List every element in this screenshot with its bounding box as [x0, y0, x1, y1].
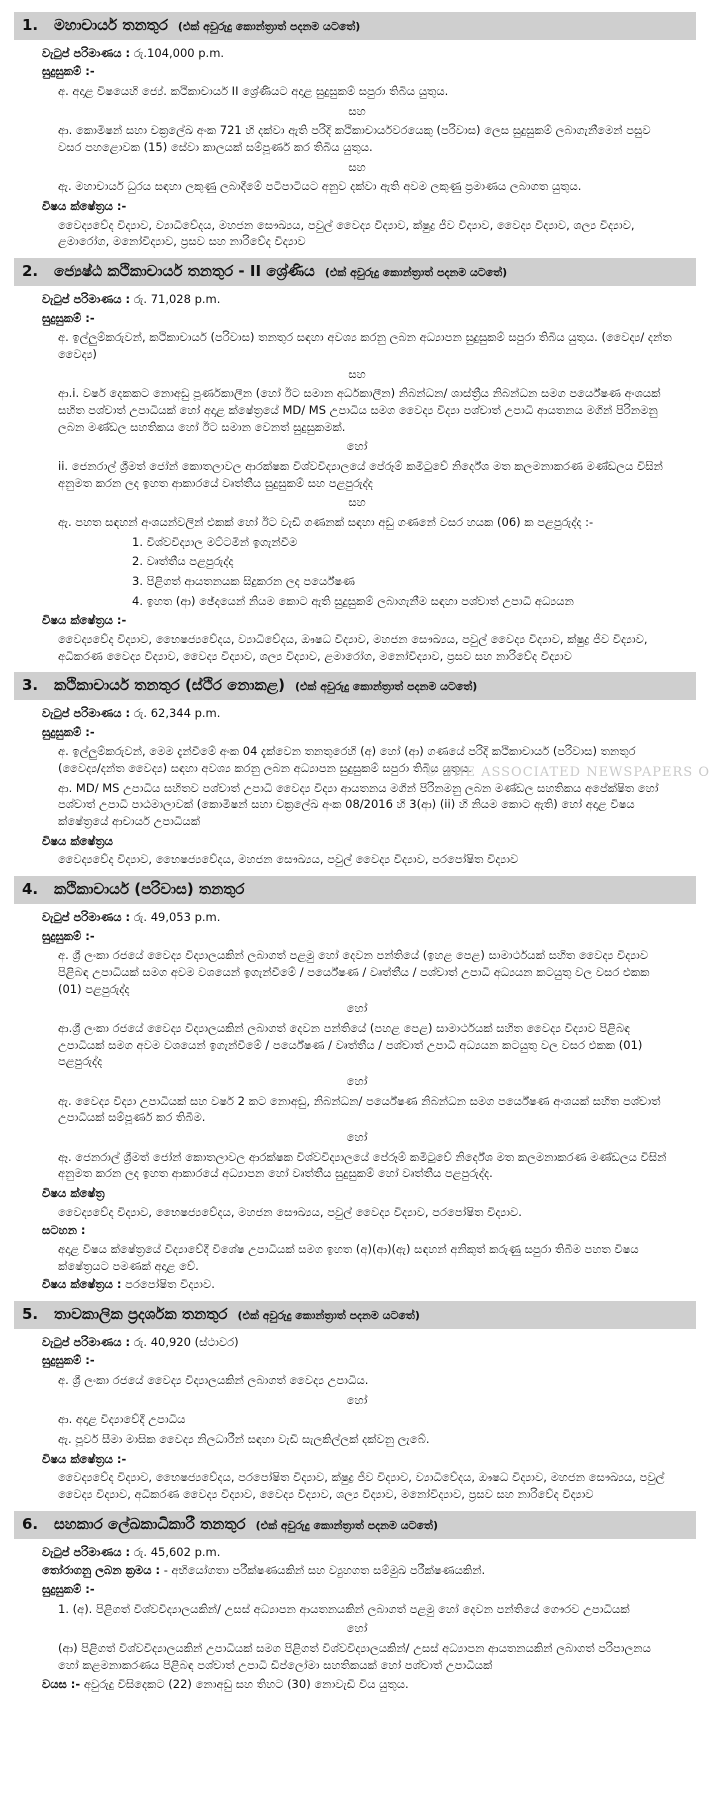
separator-or: හෝ — [346, 1621, 368, 1636]
selection-method-label: තෝරාගනු ලබන ක්‍රමය : — [42, 1563, 161, 1578]
post-professor — [14, 12, 696, 250]
salary-value: රු. 71,028 p.m. — [133, 291, 221, 306]
field-text: පරපෝෂිත විද්‍යාව. — [125, 1277, 215, 1292]
field-label: විෂය ක්ෂේත්‍රය :- — [42, 199, 127, 214]
salary-label: වැටුප් පරිමාණය : — [42, 1544, 131, 1559]
post-number: 6. — [22, 1514, 39, 1533]
post-title: තාවකාලික ප්‍රදර්ශක තනතුර — [54, 1304, 228, 1323]
list-item: 3. පිළිගත් ආයතනයක සිදුකරන ලද පර්යේෂණ — [132, 573, 355, 588]
qualification-a: අ. ඉල්ලුම්කරුවන්, කථිකාචාර්ය (පරිවාස) තනතුර සඳහා අවශ්‍ය කරනු ලබන අධ්‍යාපන සුදුසුකම් සපුරා තිබිය යුතුය. (වෛද්‍ය/ දන්ත වෛද්‍ය) — [58, 330, 672, 361]
contract-note: (එක් අවුරුදු කොන්ත්‍රාත් පදනම යටතේ) — [294, 680, 478, 694]
qualification-c: ඇ. මහාචාර්ය ධුරය සඳහා ලකුණු ලබාදීමේ පටිපාටියට අනුව දක්වා ඇති අවම ලකුණු ප්‍රමාණය ලබාගත යුතුය. — [58, 179, 582, 194]
separator-or: හෝ — [346, 439, 368, 454]
salary-value: රු. 45,602 p.m. — [133, 1544, 221, 1559]
post-header — [14, 258, 696, 286]
salary-label: වැටුප් පරිමාණය : — [42, 291, 131, 306]
separator-and: සහ — [348, 159, 366, 174]
qualification-a: අ. ශ්‍රී ලංකා රජයේ වෛද්‍ය විද්‍යාලයකින් ලබාගත් වෛද්‍ය උපාධිය. — [58, 1373, 369, 1388]
qualification-b: (ආ) පිළිගත් විශ්වවිද්‍යාලයකින් උපාධියක් සමග පිළිගත් විශ්වවිද්‍යාලයකින්/ උසස් අධ්‍යාපන ආයතනයකින් ලබාගත් පරිපාලනය හෝ කළමනාකරණය පිළිබඳ පශ්චාත් උපාධි ඩිප්ලෝමා සහතිකයක් හෝ පශ්චාත් උපාධියක් — [58, 1640, 651, 1672]
field-text: වෛද්‍යවේද විද්‍යාව, භෛෂජ්‍යවේදය, ව්‍යාධිවේදය, ඖෂධ විද්‍යාව, මහජන සෞඛ්‍යය, පවුල් වෛද්‍ය විද්‍යාව, ක්ෂුද්‍ර ජීව විද්‍යාව, අධිකරණ වෛද්‍ය විද්‍යාව, වෛද්‍ය විද්‍යාව, ශල්‍ය විද්‍යාව, ළමාරෝග, මනෝවිද්‍යාව, ප්‍රසව සහ නාරිවේද විද්‍යාව — [58, 631, 648, 663]
age-text: අවුරුදු විසිදෙකට (22) නොඅඩු සහ තිහට (30) නොවැඩි විය යුතුය. — [83, 1677, 409, 1692]
field-label: විෂය ක්ෂේත්‍රය :- — [42, 1451, 127, 1466]
field-text: වෛද්‍යවේද විද්‍යාව, භෛෂජ්‍යවේදය, මහජන සෞඛ්‍යය, පවුල් වෛද්‍ය විද්‍යාව, පරපෝෂිත විද්‍යාව. — [58, 1204, 522, 1219]
post-header — [14, 1301, 696, 1329]
salary-value: රු. 49,053 p.m. — [133, 909, 221, 924]
qualification-b: ආ.ශ්‍රී ලංකා රජයේ වෛද්‍ය විද්‍යාලයකින් ලබාගත් දෙවන පන්තියේ (පහළ පෙළ) සාමාර්ථයක් සහිත වෛද්‍ය විද්‍යාව පිළිබඳ උපාධියක් සමග අවම වශයෙන් ඉගැන්වීමේ / පර්යේෂණ / වෘත්තීය / පශ්චාත් උපාධි අධ්‍යයන කටයුතු වල වසර එකක (01) පළපුරුද්ද — [58, 1020, 643, 1069]
qualification-c: ඇ. පහත සඳහන් අංශයන්වලින් එකක් හෝ ඊට වැඩි ගණනක් සඳහා අඩු ගණනේ වසර හයක (06) ක පළපුරුද්ද :- — [58, 514, 594, 529]
qualification-b: ආ. කොමිෂන් සහා චක්‍රලේඛ අංක 721 හි දක්වා ඇති පරිදි කථිකාචාර්යවරයෙකු (පරිවාස) ලෙස සුදුසුකම් ලබාගැනීමෙන් පසුව වසර පහළොවක (15) සේවා කාලයක් සම්පූර්ණ කර තිබිය යුතුය. — [58, 123, 651, 155]
qualifications-label: සුදුසුකම් :- — [42, 310, 95, 325]
separator-or: හෝ — [346, 1392, 368, 1407]
list-item: 2. වෘත්තීය පළපුරුද්ද — [132, 554, 234, 569]
list-item: 1. විශ්වවිද්‍යාල මට්ටමින් ඉගැන්වීම — [132, 534, 298, 549]
contract-note: (එක් අවුරුදු කොන්ත්‍රාත් පදනම යටතේ) — [255, 1518, 438, 1532]
post-senior-lecturer — [14, 258, 696, 664]
post-number: 4. — [22, 880, 39, 899]
age-label: වයස :- — [42, 1677, 81, 1692]
post-number: 2. — [22, 262, 39, 281]
salary-value: රු.104,000 p.m. — [133, 45, 225, 60]
post-number: 5. — [22, 1304, 39, 1323]
contract-note: (එක් අවුරුදු කොන්ත්‍රාත් පදනම යටතේ) — [237, 1308, 420, 1322]
separator-and: සහ — [348, 103, 366, 118]
field-text: වෛද්‍යවේද විද්‍යාව, භෛෂජ්‍යවේදය, පරපෝෂිත විද්‍යාව, ක්ෂුද්‍ර ජීව විද්‍යාව, ව්‍යාධිවේදය, ඖෂධ විද්‍යාව, මහජන සෞඛ්‍යය, පවුල් වෛද්‍ය විද්‍යාව, අධිකරණ වෛද්‍ය විද්‍යාව, වෛද්‍ය විද්‍යාව, ශල්‍ය විද්‍යාව, මනෝවිද්‍යාව, ප්‍රසව සහ නාරිවේද විද්‍යාව — [58, 1470, 665, 1502]
post-header — [14, 672, 696, 700]
field-label: විෂය ක්ෂේත්‍රය : — [42, 1277, 122, 1292]
field-label: විෂය ක්ෂේත්‍රය — [42, 833, 113, 848]
qualification-b: ආ. MD/ MS උපාධිය සහිතව පශ්චාත් උපාධි වෛද්‍ය විද්‍යා ආයතනය මගින් පිරිනමනු ලබන මණ්ඩල සහතිකය අපේක්ෂිත හෝ පශ්චාත් උපාධි පාඨමාලාවක් (කොමිෂන් සහා චක්‍රලේඛ අංක 08/2016 හි 3(ආ) (ii) හි නියම කොට ඇති) හෝ අදාළ විෂය ක්ෂේත්‍රයේ ආචාර්ය උපාධියක් — [58, 780, 659, 829]
selection-method-text: - අභියෝගතා පරීක්ෂණයකින් සහ ව්‍යුහගත සම්මුඛ පරීක්ෂණයකින්. — [163, 1563, 486, 1578]
salary-value: රු. 40,920 (ස්ථාවර) — [133, 1334, 239, 1349]
post-header — [14, 876, 696, 904]
post-assistant-registrar — [14, 1511, 696, 1693]
field-label: විෂය ක්ෂේත්‍ර — [42, 1185, 105, 1200]
qualification-c: ඇ. වෛද්‍ය විද්‍යා උපාධියක් සහ වර්ෂ 2 කට නොඅඩු, නිබන්ධන/ පර්යේෂණ නිබන්ධන සමග පර්යේෂණ අංශයක් සහිත පශ්චාත් උපාධියක් සම්පූර්ණ කර තිබීම. — [58, 1093, 661, 1125]
qualification-a: අ. අදාළ විෂයෙහි ජ්‍යේ. කථිකාචාර්ය II ශ්‍රේණියට අදාළ සුදුසුකම් සපුරා තිබිය යුතුය. — [58, 84, 449, 99]
qualification-b-i: ආ.i. වර්ෂ දෙකකට නොඅඩු පූර්ණකාලීන (හෝ ඊට සමාන අර්ධකාලීන) නිබන්ධන/ ශාස්ත්‍රීය නිබන්ධන සමග පර්යේෂණ අංශයක් සහිත පශ්චාත් උපාධියක් හෝ අදාළ ක්ෂේත්‍රයේ MD/ MS උපාධිය සමග වෛද්‍ය විද්‍යා පශ්චාත් උපාධි ආයතනය මගින් පිරිනමනු ලබන මණ්ඩල සහතිකය හෝ ඊට සමාන වෙනත් සුදුසුකමක්. — [58, 386, 661, 434]
list-item: 4. ඉහත (ආ) ඡේදයෙන් නියම කොට ඇති සුදුසුකම් ලබාගැනීම සඳහා පශ්චාත් උපාධි අධ්‍යයන — [132, 593, 574, 608]
separator-and: සහ — [348, 495, 366, 510]
post-number: 3. — [22, 676, 39, 695]
post-temporary-demonstrator — [14, 1301, 696, 1503]
post-title: මහාචාර්ය තනතුර — [54, 16, 168, 34]
post-title: කථිකාචාර්ය තනතුර (ස්ථිර නොකළ) — [54, 676, 285, 695]
field-label: විෂය ක්ෂේත්‍රය :- — [42, 613, 127, 628]
qualifications-label: සුදුසුකම් :- — [42, 64, 95, 79]
note-label: සටහන : — [42, 1223, 86, 1238]
qualification-a: අ. ඉල්ලුම්කරුවන්, මෙම දැන්වීමේ අංක 04 දැක්වෙන තනතුරෙහි (අ) හෝ (ආ) ගණයේ පරිදි කථිකාචාර්ය (පරිවාස) තනතුර (වෛද්‍ය/දන්ත වෛද්‍ය) සඳහා අවශ්‍ය කරනු ලබන අධ්‍යාපන සුදුසුකම් සපුරා තිබිය යුතුය. — [58, 744, 636, 776]
post-header — [14, 1511, 696, 1539]
post-header — [14, 12, 696, 40]
qualifications-label: සුදුසුකම් :- — [42, 928, 95, 943]
salary-label: වැටුප් පරිමාණය : — [42, 1334, 131, 1349]
separator-or: හෝ — [346, 1129, 368, 1144]
newspaper-watermark: © THE ASSOCIATED NEWSPAPERS O — [424, 765, 710, 780]
salary-value: රු. 62,344 p.m. — [133, 706, 221, 721]
contract-note: (එක් අවුරුදු කොන්ත්‍රාත් පදනම යටතේ) — [324, 266, 508, 280]
qualifications-label: සුදුසුකම් :- — [42, 1353, 95, 1368]
qualification-d: ඈ. ජෙනරාල් ශ්‍රීමත් ජෝන් කොතලාවල ආරක්ෂක විශ්වවිද්‍යාලයේ පේරූම් කමිටුවේ නිර්දේශ මත කලමනාකරණ මණ්ඩලය විසින් අනුමත කරන ලද ඉහත ආකාරයේ අධ්‍යාපන හෝ වෘත්තීය සුදුසුකම් හෝ වෘත්තීය පළපුරුද්ද. — [58, 1149, 667, 1181]
field-text: වෛද්‍යවේද විද්‍යාව, භෛෂජ්‍යවේදය, මහජන සෞඛ්‍යය, පවුල් වෛද්‍ය විද්‍යාව, පරපෝෂිත විද්‍යාව — [58, 852, 519, 867]
qualifications-label: සුදුසුකම් :- — [42, 1581, 95, 1596]
post-number: 1. — [22, 16, 39, 34]
separator-or: හෝ — [346, 1001, 368, 1016]
post-title: සහකාර ලේඛකාධිකාරී තනතුර — [54, 1514, 246, 1533]
note-text: අදාළ විෂය ක්ෂේත්‍රයේ විද්‍යාවේදී විශේෂ උපාධියක් සමග ඉහත (අ)(ආ)(ඇ) සඳහන් අනිකුත් කරුණු සපුරා තිබීම පහත විෂය ක්ෂේත්‍රයට පමණක් අදාළ වේ. — [58, 1241, 639, 1273]
qualification-a: 1. (අ). පිළිගත් විශ්වවිද්‍යාලයකින්/ උසස් අධ්‍යාපන ආයතනයකින් ලබාගත් පළමු හෝ දෙවන පන්තියේ ගෞරව උපාධියක් — [58, 1601, 630, 1616]
separator-and: සහ — [348, 366, 366, 381]
salary-label: වැටුප් පරිමාණය : — [42, 909, 131, 924]
qualification-b-ii: ii. ජෙනරාල් ශ්‍රීමත් ජෝන් කොතලාවල ආරක්ෂක විශ්වවිද්‍යාලයේ පේරූම් කමිටුවේ නිර්දේශ මත කලමනාකරණ මණ්ඩලය විසින් අනුමත කරන ලද ඉහත ආකාරයේ වෘත්තීය සුදුසුකම් සහ පළපුරුද්ද — [58, 458, 663, 490]
post-title: ජ්‍යෙෂ්ඨ කථිකාචාර්ය තනතුර - II ශ්‍රේණිය — [54, 262, 315, 281]
field-text: වෛද්‍යවේද විද්‍යාව, ව්‍යාධිවේදය, මහජන සෞඛ්‍යය, පවුල් වෛද්‍ය විද්‍යාව, ක්ෂුද්‍ර ජීව විද්‍යාව, වෛද්‍ය විද්‍යාව, ශල්‍ය විද්‍යාව, ළමාරෝග, මනෝවිද්‍යාව, ප්‍රසව සහ නාරිවේද විද්‍යාව — [58, 217, 635, 249]
post-title: කථිකාචාර්ය (පරිවාස) තනතුර — [54, 880, 245, 899]
contract-note: (එක් අවුරුදු කොන්ත්‍රාත් පදනම යටතේ) — [177, 20, 361, 33]
qualification-c: ඇ. පූර්ව සීමා මාසික වෛද්‍ය නිලධාරීන් සඳහා වැඩි සැලකිල්ලක් දක්වනු ලැබේ. — [58, 1432, 430, 1447]
experience-list — [132, 534, 672, 610]
qualifications-label: සුදුසුකම් :- — [42, 724, 95, 739]
post-lecturer-probationary — [14, 876, 696, 1293]
salary-label: වැටුප් පරිමාණය : — [42, 706, 131, 721]
qualification-a: අ. ශ්‍රී ලංකා රජයේ වෛද්‍ය විද්‍යාලයකින් ලබාගත් පළමු හෝ දෙවන පන්තියේ (ඉහළ පෙළ) සාමාර්ථයක් සහිත වෛද්‍ය විද්‍යාව පිළිබඳ උපාධියක් සමග අවම වශයෙන් ඉගැන්වීමේ / පර්යේෂණ / වෘත්තීය / පශ්චාත් උපාධි අධ්‍යයන කටයුතු වල වසර එකක (01) පළපුරුද්ද — [58, 948, 650, 996]
qualification-b: ආ. අදාළ විද්‍යාවේදී උපාධිය — [58, 1412, 186, 1427]
separator-or: හෝ — [346, 1073, 368, 1088]
salary-label: වැටුප් පරිමාණය : — [42, 45, 131, 60]
